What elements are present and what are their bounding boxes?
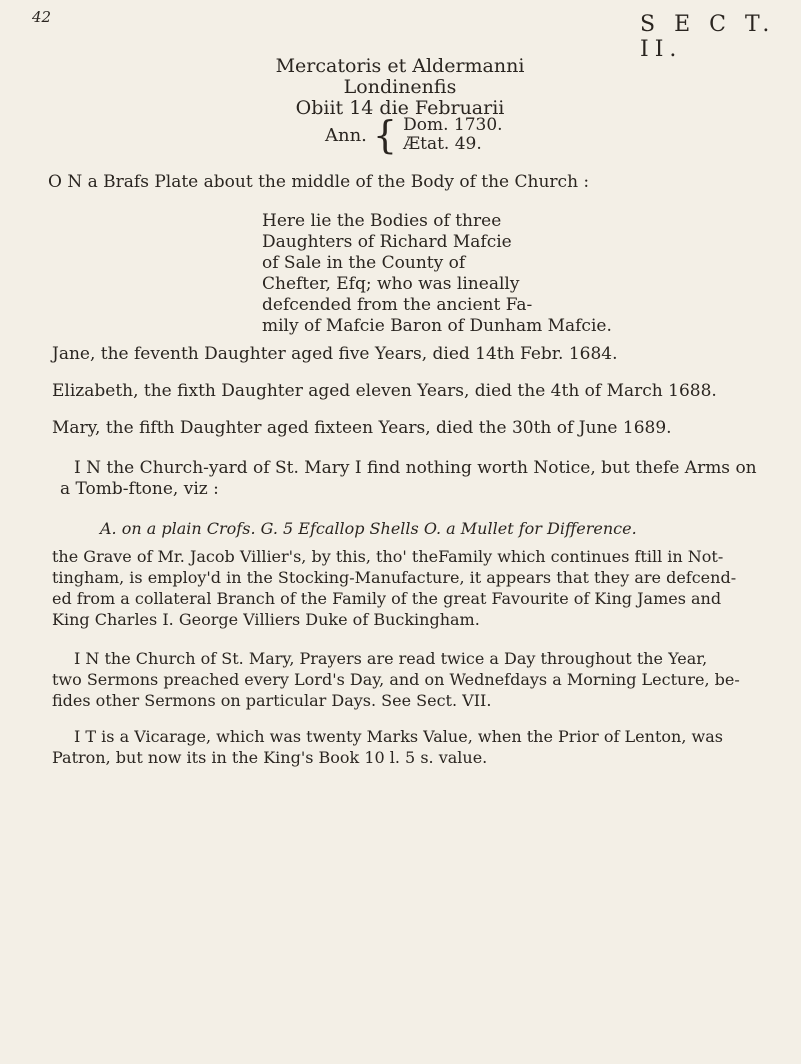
grave-line-2: tingham, is employ'd in the Stocking-Manufacture, it appears that they are defcend- [52,568,737,587]
mary-entry: Mary, the fifth Daughter aged fixteen Years, died the 30th of June 1689. [52,418,672,438]
brass-plate-intro: O N a Brafs Plate about the middle of the Body of the Church : [48,172,590,192]
ann-label: Ann. [325,124,367,146]
inscription-line-3: of Sale in the County of [262,253,466,273]
epitaph-line-2: Londinenfis [343,76,457,98]
brace-glyph: { [372,113,398,157]
inscription-line-1: Here lie the Bodies of three [262,211,502,231]
arms-description: A. on a plain Crofs. G. 5 Efcallop Shells O. a Mullet for Difference. [100,519,637,538]
inscription-line-5: defcended from the ancient Fa- [262,295,533,315]
elizabeth-entry: Elizabeth, the fixth Daughter aged eleven Years, died the 4th of March 1688. [52,381,717,401]
ann-dom: Dom. 1730. [403,115,503,135]
prayers-line-2: two Sermons preached every Lord's Day, and on Wednefdays a Morning Lecture, be- [52,670,740,689]
prayers-line-3: fides other Sermons on particular Days. See Sect. VII. [52,691,492,710]
page-number: 42 [32,8,52,26]
churchyard-line-2: a Tomb-ftone, viz : [60,479,219,499]
vicarage-line-1: I T is a Vicarage, which was twenty Marks Value, when the Prior of Lenton, was [74,727,723,746]
prayers-line-1: I N the Church of St. Mary, Prayers are read twice a Day throughout the Year, [74,649,708,668]
grave-line-1: the Grave of Mr. Jacob Villier's, by this, tho' theFamily which continues ftill in Not- [52,547,724,566]
churchyard-line-1: I N the Church-yard of St. Mary I find nothing worth Notice, but thefe Arms on [74,458,757,478]
inscription-line-6: mily of Mafcie Baron of Dunham Mafcie. [262,316,612,336]
inscription-line-2: Daughters of Richard Mafcie [262,232,512,252]
vicarage-line-2: Patron, but now its in the King's Book 10 l. 5 s. value. [52,748,488,767]
epitaph-date-block [325,113,503,157]
section-heading: S E C T. II. [640,12,776,62]
ann-aetat: Ætat. 49. [403,134,482,154]
plate-inscription [262,211,612,337]
epitaph-line-1: Mercatoris et Aldermanni [275,55,525,77]
inscription-line-4: Chefter, Efq; who was lineally [262,274,520,294]
grave-line-3: ed from a collateral Branch of the Family of the great Favourite of King James and [52,589,722,608]
grave-line-4: King Charles I. George Villiers Duke of Buckingham. [52,610,480,629]
jane-entry: Jane, the feventh Daughter aged five Years, died 14th Febr. 1684. [52,344,618,364]
ann-lines [403,116,502,154]
epitaph-line-3: Obiit 14 die Februarii [295,97,505,119]
